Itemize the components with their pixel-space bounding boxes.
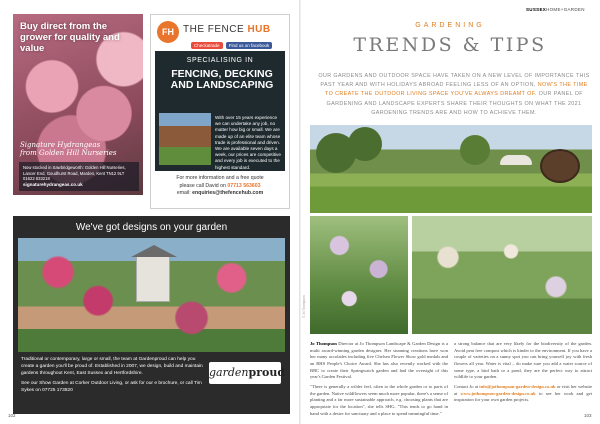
intro-part-b: OUR PANEL OF GARDENING AND LANDSCAPE EXPERTS SHARE THEIR THOUGHTS ON WHAT THE 2021 GARDENING TRENDS ARE AND HOW TO ACHIEVE THEM. [326,91,583,116]
contact-website-link[interactable]: www.jothompson-garden-design.co.uk [460,390,536,396]
article-column-2 [454,341,592,407]
fence-hub-cta-line2 [155,183,285,191]
hydrangea-headline: Buy direct from the grower for quality and value [20,21,120,54]
fence-hub-body: With over 15 years experience we can undertake any job, no matter how big or small. We are made up of an elite team whose trade is professional and driven. We are available seven days a week, our prices are competitive and every job is executed to the highest standard. [215,115,281,170]
gardenproud-body-p1: Traditional or contemporary, large or small, the team at Gardenproud can help you create a garden you'll be proud of. Established in 2007, we design, build and maintain gardens throughout Kent, East Sussex and Hertfordshire. [21,357,203,376]
intro-highlight: NOW'S THE TIME TO CREATE THE OUTDOOR LIVING SPACE YOU'VE ALWAYS DREAMT OF. [325,82,588,98]
garden-photo-main [310,125,592,213]
fence-hub-logo-icon: FH [157,21,179,43]
article-column-1 [310,341,448,420]
fence-hub-email-prefix: email: [176,190,191,197]
gardenproud-body-p2: See our Show Garden at Corker Outdoor Living, or ask for our e brochure, or call Tim Sykes on 07725 173820 [21,380,202,393]
fence-hub-cta-prefix: please call David on [179,182,226,189]
garden-pod-shape [540,149,580,183]
expert-name: Jo Thompson [310,341,337,346]
page-gutter [299,0,301,424]
article-intro [318,72,590,118]
running-head-rest: HOME+GARDEN [546,7,585,12]
gardenproud-logo-suffix: proud [248,366,286,379]
expert-bio: Director at Jo Thompson Landscape & Garden Design is a multi award-winning garden designer. Her stunning creations have won her many accolades including five Chelsea Flower Show gold medals and an RHS People's Choice Award. She has also recently worked with the BBC to create their Springwatch garden and had the oversight of this year's Garden Festival. [310,341,448,380]
gardenproud-logo-prefix: garden [209,366,249,379]
article-title: TRENDS & TIPS [353,34,547,56]
checkatrade-badge[interactable]: Checkatrade [191,42,223,49]
fence-hub-cta-line1: For more information and a free quote [176,175,264,181]
fence-hub-name [183,24,271,35]
gardenproud-advert[interactable] [13,216,290,414]
hydrangea-phone: 01622 833218 [23,176,50,182]
hydrangea-brand-line1: Signature Hydrangeas [20,141,101,149]
running-head [526,7,585,12]
gardenproud-title: We've got designs on your garden [75,222,228,233]
contact-mid: or visit her website at [454,383,592,396]
col1-paragraph-1 [310,341,448,381]
fence-hub-advert[interactable] [150,14,290,209]
page-number-left: 102 [8,413,16,418]
tree-shape [348,127,382,161]
facebook-badge[interactable]: Find us on facebook [226,42,273,49]
umbrella-shape [500,155,532,165]
hydrangea-address: Now stocked in Sawbridgeworth: Golden Hill Nurseries, Lancer End, Goudhurst Road, Marden, Kent TN12 9LT [23,165,126,176]
col2-paragraph-1: a strong balance that are very likely for the biodiversity of the garden. Avoid peat free compost which is kinder to the environment. If you have a couple of varieties on a sunny spot you can bring yourself joy with fresh flowers all year. Water is vital – do make sure you add a water source of some type, a bird bath or a pond, they are the perfect way to attract wildlife to your garden. [454,341,592,380]
pavilion-shape [136,256,170,302]
hydrangea-brand-line2: from Golden Hill Nurseries [20,148,117,157]
section-kicker: GARDENING [415,22,485,29]
contact-suffix: to see her work and get inspiration for your own garden projects. [454,390,592,403]
photo-credit: © Jo Thompson [302,295,306,318]
col2-paragraph-2 [454,384,592,404]
gardenproud-photo [18,238,285,352]
gardenproud-logo[interactable] [209,362,286,384]
tree-shape [460,135,490,165]
fence-hub-panel [155,51,285,171]
garden-photo-flowers [310,216,408,334]
fence-hub-photo [159,113,211,165]
fence-hub-name-suffix: HUB [247,24,271,35]
fence-hub-name-prefix: THE FENCE [183,24,245,35]
gardenproud-body [21,357,206,398]
fence-hub-headline: FENCING, DECKING AND LANDSCAPING [170,68,274,92]
hydrangea-contact-box [19,162,139,191]
hydrangea-advert[interactable] [13,14,143,195]
hydrangea-website[interactable]: signaturehydrangeas.co.uk [23,182,83,188]
intro-part-a: OUR GARDENS AND OUTDOOR SPACE HAVE TAKEN ON A NEW LEVEL OF IMPORTANCE THIS PAST YEAR AND WITH HOLIDAYS ABROAD FEELING LESS OF AN OPTION, [318,73,590,89]
col1-paragraph-2: "There is generally a wilder feel, often to the whole garden or to parts of the garden. Native wildflowers seem much more popular, there's a sense of planting and a far more sustainable approach, e.g. choosing plants that are appropriate for the location", she tells SHG. "This tends to go hand in hand with a desire for sanctuary and a place to spend meaningful time." [310,383,448,416]
page-number-right: 103 [584,413,592,418]
hydrangea-brand [20,142,117,157]
contact-prefix: Contact Jo at [454,383,479,389]
fence-hub-email[interactable]: enquiries@thefencehub.com [192,190,264,197]
fence-hub-phone[interactable]: 07713 563603 [227,182,261,189]
fence-hub-specialising: SPECIALISING IN [186,57,254,64]
fence-hub-badges [191,42,274,49]
garden-photo-meadow [412,216,592,334]
fence-hub-cta-line3 [155,190,285,198]
contact-email-link[interactable]: info@jothompson-garden-design.co.uk [479,383,556,389]
fence-hub-cta [155,175,285,198]
running-head-bold: SUSSEX [526,7,547,12]
